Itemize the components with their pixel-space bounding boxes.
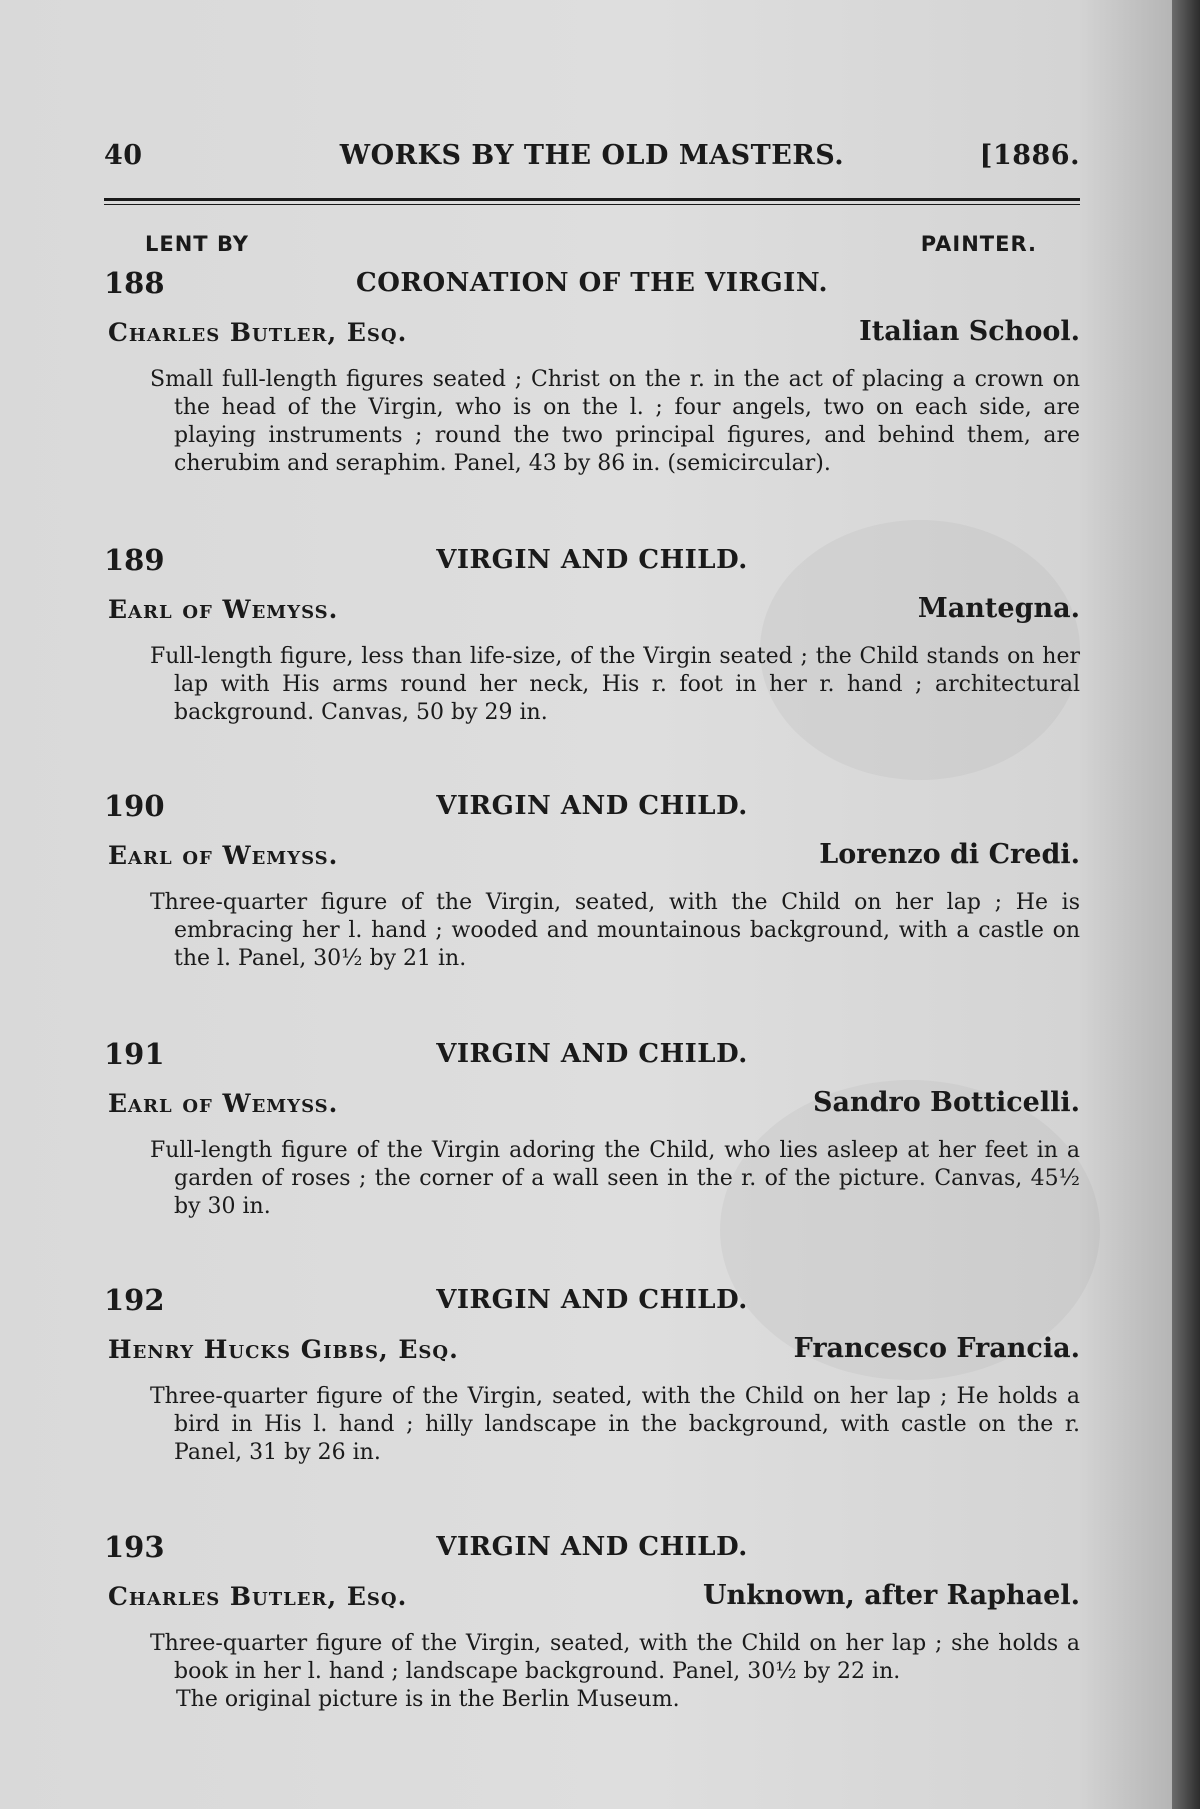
header-rule — [104, 198, 1080, 201]
entry-number: 189 — [104, 543, 165, 577]
entry-painter: Sandro Botticelli. — [813, 1087, 1080, 1118]
page-number: 40 — [104, 140, 143, 171]
entry-lender: Charles Butler, Esq. — [108, 318, 408, 347]
entry-lender: Earl of Wemyss. — [108, 595, 339, 624]
entry-description: Full-length figure of the Virgin adoring the Child, who lies asleep at her feet in a garden of roses ; the corner of a wall seen in the r. of the picture. Canvas, 45½ by 30 in. — [150, 1138, 1080, 1219]
entry-title: CORONATION OF THE VIRGIN. — [356, 268, 828, 298]
entry-painter: Unknown, after Raphael. — [703, 1580, 1080, 1611]
entry-painter: Mantegna. — [917, 593, 1080, 624]
entry-number: 188 — [104, 266, 165, 300]
entry-description: Three-quarter figure of the Virgin, seated, with the Child on her lap ; He holds a bird in His l. hand ; hilly landscape in the background, with castle on the r. Panel, 31 by 26 in. — [150, 1384, 1080, 1465]
entry-lender: Earl of Wemyss. — [108, 1089, 339, 1118]
entry-title: VIRGIN AND CHILD. — [436, 791, 748, 821]
entry-note: The original picture is in the Berlin Museum. — [176, 1687, 680, 1712]
entry-description — [150, 1630, 1080, 1714]
header-rule-thin — [104, 204, 1080, 205]
entry-description: Full-length figure, less than life-size, of the Virgin seated ; the Child stands on her lap with His arms round her neck, His r. foot in her r. hand ; architectural background. Canvas, 50 by 29 in. — [150, 644, 1080, 725]
entry-painter: Italian School. — [859, 316, 1080, 347]
header-year: [1886. — [979, 140, 1080, 171]
entry-number: 191 — [104, 1037, 165, 1071]
running-header — [104, 140, 1080, 180]
entry-lender: Charles Butler, Esq. — [108, 1582, 408, 1611]
entry-number: 193 — [104, 1530, 165, 1564]
entry-painter: Lorenzo di Credi. — [819, 839, 1080, 870]
entry-lender: Earl of Wemyss. — [108, 841, 339, 870]
column-heading-lender: LENT BY — [145, 232, 250, 256]
column-heading-painter: PAINTER. — [920, 232, 1037, 256]
entry-lender: Henry Hucks Gibbs, Esq. — [108, 1335, 459, 1364]
entry-number: 192 — [104, 1283, 165, 1317]
entry-painter: Francesco Francia. — [793, 1333, 1080, 1364]
entry-title: VIRGIN AND CHILD. — [436, 1285, 748, 1315]
page-edge-shadow — [1172, 0, 1200, 1809]
entry-title: VIRGIN AND CHILD. — [436, 1039, 748, 1069]
entry-description: Three-quarter figure of the Virgin, seated, with the Child on her lap ; He is embracing her l. hand ; wooded and mountainous background, with a castle on the l. Panel, 30½ by 21 in. — [150, 890, 1080, 971]
entry-title: VIRGIN AND CHILD. — [436, 1532, 748, 1562]
entry-description-text: Three-quarter figure of the Virgin, seated, with the Child on her lap ; she holds a book in her l. hand ; landscape background. Panel, 30½ by 22 in. — [150, 1631, 1080, 1684]
entry-title: VIRGIN AND CHILD. — [436, 545, 748, 575]
entry-description: Small full-length figures seated ; Christ on the r. in the act of placing a crown on the head of the Virgin, who is on the l. ; four angels, two on each side, are playing instruments ; round the two principal figures, and behind them, are cherubim and seraphim. Panel, 43 by 86 in. (semicircular). — [150, 367, 1080, 476]
entry-number: 190 — [104, 789, 165, 823]
page-title: WORKS BY THE OLD MASTERS. — [339, 140, 845, 171]
